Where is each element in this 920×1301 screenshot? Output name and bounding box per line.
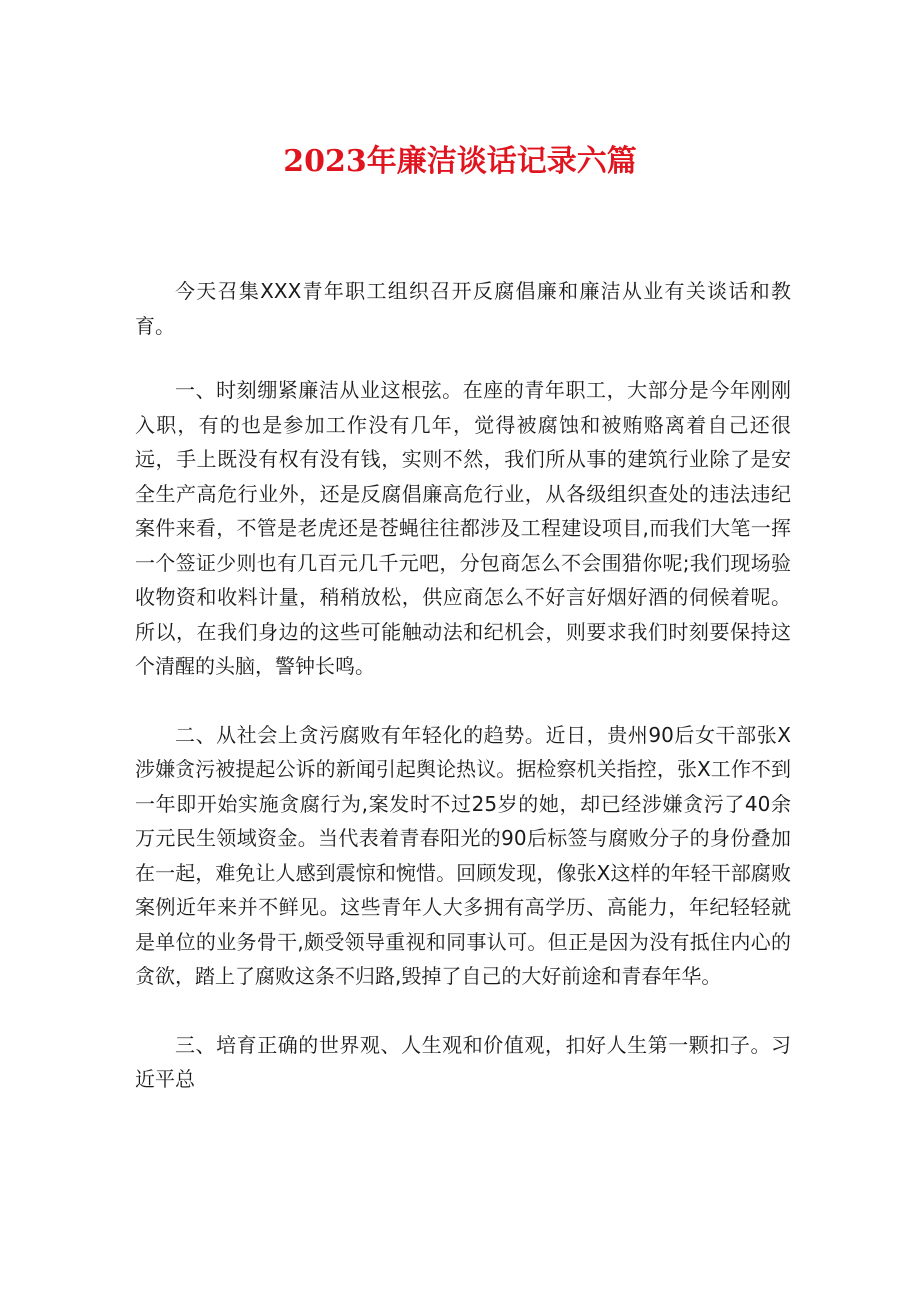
document-body: [135, 274, 791, 1131]
paragraph-section-2: 二、从社会上贪污腐败有年轻化的趋势。近日，贵州90后女干部张X涉嫌贪污被提起公诉的新闻引起舆论热议。据检察机关指控，张X工作不到一年即开始实施贪腐行为,案发时不过25岁的她，却已经涉嫌贪污了40余万元民生领域资金。当代表着青春阳光的90后标签与腐败分子的身份叠加在一起，难免让人感到震惊和惋惜。回顾发现，像张X这样的年轻干部腐败案例近年来并不鲜见。这些青年人大多拥有高学历、高能力，年纪轻轻就是单位的业务骨干,颇受领导重视和同事认可。但正是因为没有抵住内心的贪欲，踏上了腐败这条不归路,毁掉了自己的大好前途和青春年华。: [135, 722, 791, 988]
paragraph-intro: 今天召集XXX青年职工组织召开反腐倡廉和廉洁从业有关谈话和教育。: [135, 279, 791, 338]
paragraph-section-1: 一、时刻绷紧廉洁从业这根弦。在座的青年职工，大部分是今年刚刚入职，有的也是参加工作没有几年，觉得被腐蚀和被贿赂离着自己还很远，手上既没有权有没有钱，实则不然，我们所从事的建筑行业除了是安全生产高危行业外，还是反腐倡廉高危行业，从各级组织查处的违法违纪案件来看，不管是老虎还是苍蝇往往都涉及工程建设项目,而我们大笔一挥一个签证少则也有几百元几千元吧，分包商怎么不会围猎你呢;我们现场验收物资和收料计量，稍稍放松，供应商怎么不好言好烟好酒的伺候着呢。所以，在我们身边的这些可能触动法和纪机会，则要求我们时刻要保持这个清醒的头脑，警钟长鸣。: [135, 378, 791, 678]
paragraph-section-3: 三、培育正确的世界观、人生观和价值观，扣好人生第一颗扣子。习近平总: [135, 1032, 791, 1091]
document-title: 2023年廉洁谈话记录六篇: [283, 144, 637, 179]
